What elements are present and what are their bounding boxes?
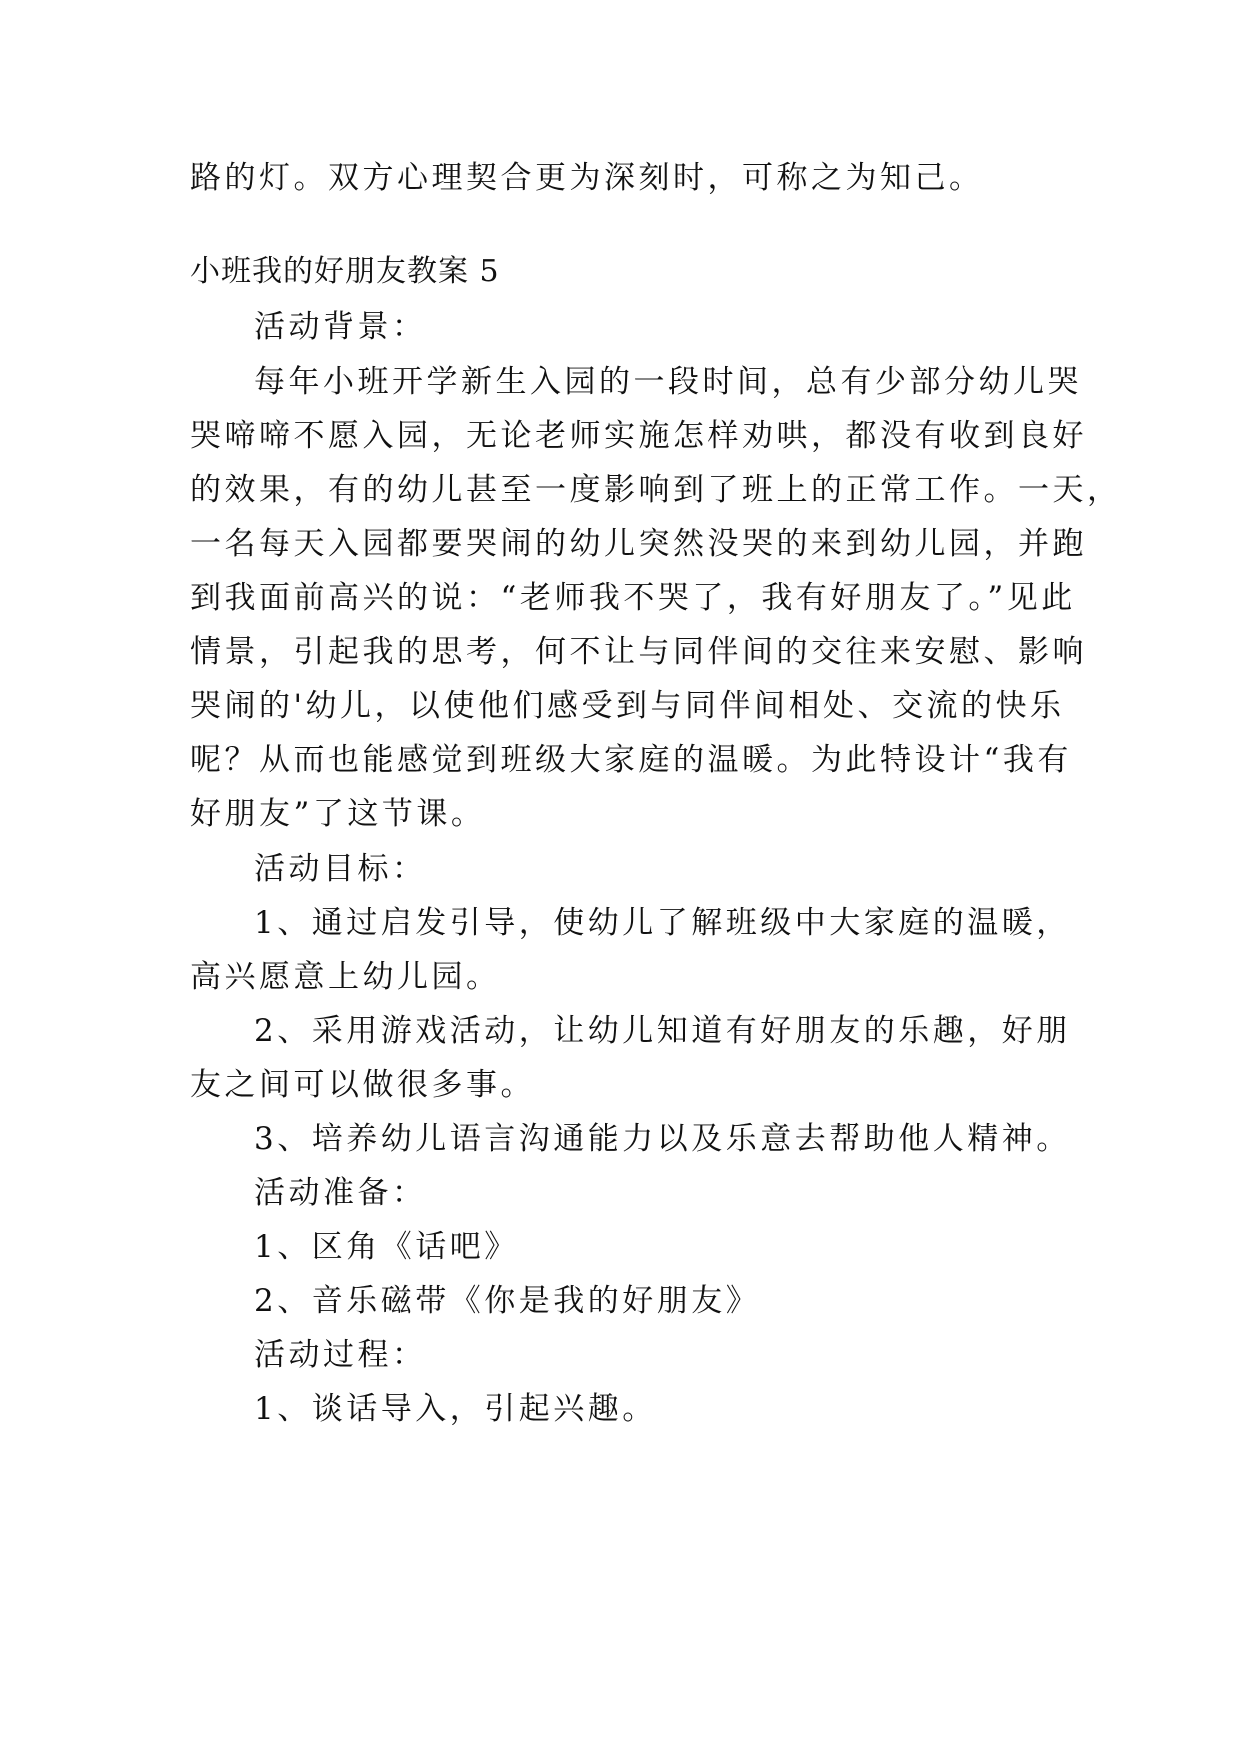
heading-activity-background: 活动背景： xyxy=(254,309,427,345)
preparation-item-1: 1、区角《话吧》 xyxy=(254,1229,519,1265)
background-line: 一名每天入园都要哭闹的幼儿突然没哭的来到幼儿园，并跑 xyxy=(190,526,1087,562)
background-line: 呢？从而也能感觉到班级大家庭的温暖。为此特设计“我有 xyxy=(190,742,1072,778)
goal-item-1: 1、通过启发引导，使幼儿了解班级中大家庭的温暖， xyxy=(254,905,1071,941)
goal-item-2: 2、采用游戏活动，让幼儿知道有好朋友的乐趣，好朋 xyxy=(254,1013,1071,1049)
goal-item-3: 3、培养幼儿语言沟通能力以及乐意去帮助他人精神。 xyxy=(254,1121,1071,1157)
goal-item-2-continued: 友之间可以做很多事。 xyxy=(190,1067,535,1103)
background-line: 好朋友”了这节课。 xyxy=(190,796,486,832)
background-line: 哭啼啼不愿入园，无论老师实施怎样劝哄，都没有收到良好 xyxy=(190,418,1087,454)
background-line: 的效果，有的幼儿甚至一度影响到了班上的正常工作。一天， xyxy=(190,472,1122,508)
heading-activity-preparation: 活动准备： xyxy=(254,1175,427,1211)
paragraph-continuation: 路的灯。双方心理契合更为深刻时，可称之为知己。 xyxy=(190,160,984,196)
background-line: 到我面前高兴的说：“老师我不哭了，我有好朋友了。”见此 xyxy=(190,580,1076,616)
background-line: 情景，引起我的思考，何不让与同伴间的交往来安慰、影响 xyxy=(190,634,1087,670)
goal-item-1-continued: 高兴愿意上幼儿园。 xyxy=(190,959,501,995)
background-line: 哭闹的'幼儿，以使他们感受到与同伴间相处、交流的快乐 xyxy=(190,688,1065,724)
heading-activity-goals: 活动目标： xyxy=(254,851,427,887)
section-title: 小班我的好朋友教案 5 xyxy=(190,254,500,289)
background-line: 每年小班开学新生入园的一段时间，总有少部分幼儿哭 xyxy=(254,364,1082,400)
process-item-1: 1、谈话导入，引起兴趣。 xyxy=(254,1391,657,1427)
heading-activity-process: 活动过程： xyxy=(254,1337,427,1373)
preparation-item-2: 2、音乐磁带《你是我的好朋友》 xyxy=(254,1283,761,1319)
